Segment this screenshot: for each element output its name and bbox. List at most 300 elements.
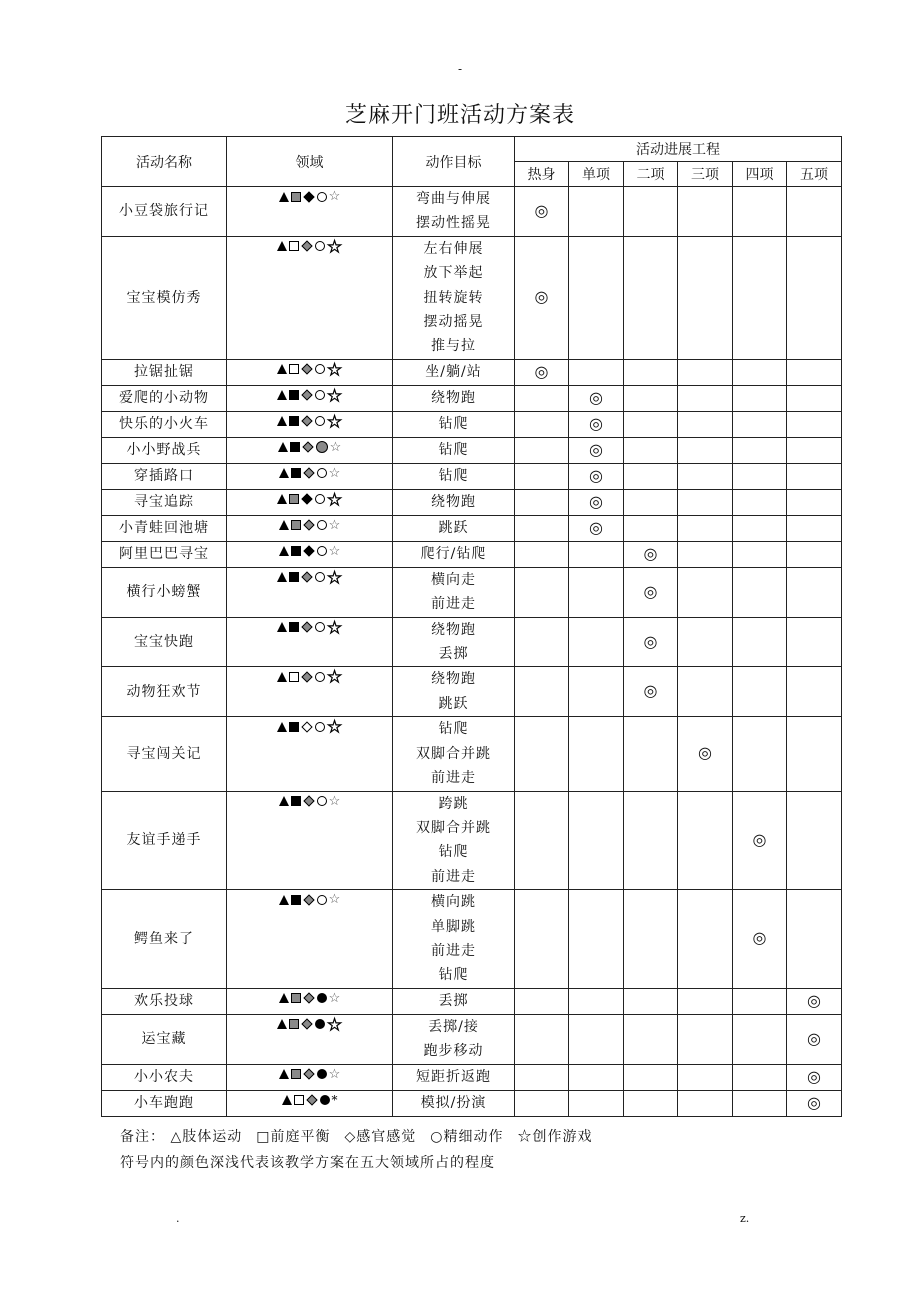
progress-mark-icon: ◎ [643,581,658,601]
stage-cell [733,1064,787,1090]
square-icon [291,520,301,530]
stage-cell [733,489,787,515]
diamond-icon [306,1094,317,1105]
circle-icon [315,364,325,374]
domain-symbols [227,385,393,411]
progress-mark-icon: ◎ [589,439,603,459]
goal-item: 绕物跑 [431,390,476,407]
goal-cell [393,385,515,411]
progress-mark-icon: ◎ [807,1092,822,1112]
triangle-icon [279,895,289,905]
stage-cell [515,791,569,890]
domain-symbols [227,236,393,359]
stage-cell [678,489,733,515]
stage-cell [569,515,624,541]
stage-cell [733,515,787,541]
goal-cell [393,717,515,791]
circle-icon [315,572,325,582]
star-icon: ★ [327,359,342,379]
stage-cell [678,791,733,890]
stage-cell [624,515,678,541]
stage-cell [787,385,842,411]
stage-cell [624,791,678,890]
goal-item: 前进走 [431,942,476,959]
stage-cell [569,717,624,791]
goal-cell [393,489,515,515]
triangle-icon [277,416,287,426]
activity-name: 寻宝追踪 [102,489,227,515]
domain-symbols [227,617,393,667]
stage-cell [624,1064,678,1090]
stage-cell [678,437,733,463]
goal-item: 摆动性摇晃 [416,215,491,232]
stage-cell [787,187,842,237]
diamond-icon [303,546,314,557]
stage-cell [787,717,842,791]
stage-cell [569,617,624,667]
activity-name: 宝宝快跑 [102,617,227,667]
triangle-icon [277,722,287,732]
goal-cell [393,187,515,237]
goal-cell [393,1064,515,1090]
stage-cell [733,890,787,989]
activity-name: 阿里巴巴寻宝 [102,541,227,567]
stage-cell [515,717,569,791]
goal-item: 横向走 [431,571,476,588]
stage-cell [733,1014,787,1064]
stage-cell [515,437,569,463]
activity-name: 横行小螃蟹 [102,567,227,617]
diamond-icon [302,721,313,732]
goal-item: 双脚合并跳 [416,745,491,762]
page-title: 芝麻开门班活动方案表 [344,103,575,128]
goal-item: 跑步移动 [423,1043,484,1060]
header-domain: 领域 [227,137,393,187]
activity-plan-table [101,136,842,1117]
header-progress: 活动进展工程 [515,137,842,162]
star-icon: ★ [327,567,342,587]
square-icon [289,390,299,400]
activity-name: 运宝藏 [102,1014,227,1064]
goal-item: 弯曲与伸展 [416,191,491,207]
activity-name: 友谊手递手 [102,791,227,890]
diamond-icon [302,1019,313,1030]
progress-mark-icon: ◎ [752,829,767,849]
stage-cell [678,617,733,667]
stage-cell [515,515,569,541]
goal-item: 摆动摇晃 [423,314,484,331]
stage-cell [569,1014,624,1064]
note-line-2: 符号内的颜色深浅代表该教学方案在五大领域所占的程度 [120,1155,495,1171]
activity-name: 小豆袋旅行记 [102,187,227,237]
goal-item: 钻爬 [438,967,469,984]
goal-item: 绕物跑 [431,494,476,511]
domain-symbols [227,791,393,890]
goal-item: 前进走 [431,770,476,787]
square-icon [289,241,299,251]
stage-cell [624,236,678,359]
stage-cell [624,187,678,237]
goal-item: 模拟/扮演 [420,1094,487,1111]
diamond-icon [302,442,313,453]
square-icon [289,722,299,732]
triangle-icon [277,572,287,582]
goal-item: 双脚合并跳 [416,819,491,836]
stage-cell [787,463,842,489]
circle-icon [317,993,327,1003]
circle-icon [315,622,325,632]
stage-cell [733,187,787,237]
star-icon: ☆ [329,439,342,455]
activity-name: 爱爬的小动物 [102,385,227,411]
goal-cell [393,541,515,567]
progress-mark-icon: ◎ [752,928,767,948]
stage-cell [733,411,787,437]
domain-symbols [227,359,393,385]
star-icon: ★ [327,411,342,431]
stage-cell [678,515,733,541]
square-icon [291,546,301,556]
domain-symbols [227,1064,393,1090]
stage-cell [569,541,624,567]
table-row [102,1014,842,1064]
activity-name: 穿插路口 [102,463,227,489]
table-row [102,359,842,385]
stage-cell [515,667,569,717]
table-row [102,463,842,489]
square-icon [291,192,301,202]
stage-cell [678,567,733,617]
stage-cell [569,463,624,489]
diamond-icon [302,241,313,252]
stage-cell [678,890,733,989]
header-stage: 单项 [569,162,624,187]
domain-symbols [227,411,393,437]
goal-item: 跳跃 [438,520,469,537]
domain-symbols [227,567,393,617]
triangle-icon [277,364,287,374]
stage-cell [515,411,569,437]
stage-cell [733,359,787,385]
square-icon [289,416,299,426]
circle-icon [317,192,327,202]
triangle-icon [277,622,287,632]
activity-name: 动物狂欢节 [102,667,227,717]
stage-cell [787,890,842,989]
triangle-icon [278,442,288,452]
stage-cell [569,359,624,385]
progress-mark-icon: ◎ [534,287,549,307]
stage-cell [787,667,842,717]
progress-mark-icon: ◎ [589,491,603,511]
activity-name: 鳄鱼来了 [102,890,227,989]
stage-cell [624,717,678,791]
stage-cell [678,1090,733,1116]
stage-cell [569,567,624,617]
footer-left-mark: . [176,1212,180,1225]
stage-cell [733,717,787,791]
stage-cell [787,359,842,385]
goal-item: 丢掷/接 [428,1018,479,1035]
stage-cell [787,791,842,890]
stage-cell [624,567,678,617]
circle-icon [315,672,325,682]
goal-item: 放下举起 [423,265,484,282]
table-row [102,567,842,617]
stage-cell [678,411,733,437]
star-icon: * [331,1092,338,1107]
domain-symbols [227,489,393,515]
stage-cell [515,988,569,1014]
star-icon: ★ [327,1014,342,1034]
stage-cell [515,1064,569,1090]
goal-item: 前进走 [431,596,476,613]
star-icon: ★ [327,489,342,509]
table-row [102,236,842,359]
stage-cell [678,541,733,567]
triangle-icon [282,1095,292,1105]
square-icon [291,1069,301,1079]
square-icon [289,672,299,682]
star-icon: ☆ [328,543,341,559]
diamond-icon [302,621,313,632]
domain-symbols [227,187,393,237]
table-row [102,617,842,667]
table-row [102,187,842,237]
stage-cell [678,1064,733,1090]
legend-item: ○精细动作 [430,1129,504,1145]
progress-mark-icon: ◎ [534,361,549,381]
stage-cell [733,236,787,359]
stage-cell [678,236,733,359]
stage-cell [569,1090,624,1116]
activity-name: 欢乐投球 [102,988,227,1014]
progress-mark-icon: ◎ [643,543,658,563]
table-row [102,890,842,989]
stage-cell [787,617,842,667]
stage-cell [624,437,678,463]
domain-symbols [227,437,393,463]
goal-cell [393,1090,515,1116]
circle-icon [317,1069,327,1079]
header-activity: 活动名称 [102,137,227,187]
activity-name: 小车跑跑 [102,1090,227,1116]
goal-item: 钻爬 [438,468,469,485]
goal-cell [393,617,515,667]
goal-item: 坐/躺/站 [425,364,482,381]
triangle-icon [279,520,289,530]
stage-cell [624,890,678,989]
domain-symbols [227,1014,393,1064]
stage-cell [678,187,733,237]
table-row [102,717,842,791]
diamond-icon [303,1068,314,1079]
domain-symbols [227,717,393,791]
stage-cell [787,489,842,515]
star-icon: ☆ [328,1066,341,1082]
stage-cell [787,1064,842,1090]
star-icon: ☆ [328,793,341,809]
stage-cell [624,1014,678,1064]
circle-icon [317,468,327,478]
stage-cell [787,1090,842,1116]
stage-cell [569,187,624,237]
star-icon: ☆ [328,465,341,481]
triangle-icon [279,468,289,478]
diamond-icon [303,520,314,531]
legend-item: ☆创作游戏 [517,1129,593,1145]
stage-cell [624,463,678,489]
stage-cell [624,617,678,667]
stage-cell [624,359,678,385]
circle-icon [315,390,325,400]
circle-icon [315,1019,325,1029]
goal-item: 丢掷 [438,646,469,663]
square-icon [291,796,301,806]
stage-cell [624,988,678,1014]
activity-name: 小小野战兵 [102,437,227,463]
legend-item: ◇感官感觉 [344,1129,417,1145]
page-header-mark: - [457,62,463,76]
note-prefix: 备注： [120,1129,165,1145]
activity-name: 宝宝模仿秀 [102,236,227,359]
stage-cell [515,489,569,515]
circle-icon [317,546,327,556]
triangle-icon [279,796,289,806]
header-stage: 热身 [515,162,569,187]
goal-cell [393,463,515,489]
stage-cell [624,541,678,567]
stage-cell [733,791,787,890]
progress-mark-icon: ◎ [807,1066,822,1086]
activity-name: 小青蛙回池塘 [102,515,227,541]
goal-cell [393,890,515,989]
stage-cell [515,541,569,567]
stage-cell [787,411,842,437]
header-goal: 动作目标 [393,137,515,187]
diamond-icon [302,494,313,505]
activity-name: 小小农夫 [102,1064,227,1090]
header-stage: 五项 [787,162,842,187]
stage-cell [515,359,569,385]
square-icon [289,622,299,632]
star-icon: ☆ [328,189,341,204]
stage-cell [624,385,678,411]
goal-cell [393,791,515,890]
circle-icon [315,722,325,732]
domain-symbols [227,1090,393,1116]
square-icon [289,364,299,374]
stage-cell [515,236,569,359]
goal-cell [393,567,515,617]
circle-icon [315,494,325,504]
stage-cell [569,385,624,411]
domain-symbols [227,541,393,567]
star-icon: ★ [327,617,342,637]
circle-icon [315,241,325,251]
diamond-icon [303,795,314,806]
stage-cell [733,385,787,411]
table-row [102,541,842,567]
diamond-icon [303,468,314,479]
circle-icon [315,416,325,426]
goal-item: 钻爬 [438,416,469,433]
stage-cell [569,791,624,890]
stage-cell [678,385,733,411]
stage-cell [569,236,624,359]
domain-symbols [227,667,393,717]
square-icon [289,494,299,504]
triangle-icon [279,192,289,202]
stage-cell [624,411,678,437]
goal-item: 扭转旋转 [423,289,484,306]
stage-cell [624,667,678,717]
stage-cell [515,1090,569,1116]
table-body [102,187,842,1117]
stage-cell [733,541,787,567]
goal-item: 钻爬 [438,442,469,459]
goal-item: 横向跳 [431,894,476,911]
activity-name: 寻宝闯关记 [102,717,227,791]
stage-cell [733,617,787,667]
progress-mark-icon: ◎ [589,387,603,407]
goal-cell [393,359,515,385]
domain-symbols [227,890,393,989]
stage-cell [515,1014,569,1064]
table-row [102,667,842,717]
star-icon: ★ [327,717,342,737]
star-icon: ★ [327,236,342,256]
table-row [102,489,842,515]
stage-cell [569,988,624,1014]
star-icon: ★ [327,667,342,687]
stage-cell [515,187,569,237]
stage-cell [733,988,787,1014]
goal-item: 短距折返跑 [416,1068,491,1085]
header-row-1 [102,137,842,162]
triangle-icon [279,1069,289,1079]
square-icon [289,572,299,582]
square-icon [291,468,301,478]
header-stage: 二项 [624,162,678,187]
star-icon: ★ [327,385,342,405]
domain-symbols [227,463,393,489]
diamond-icon [303,993,314,1004]
goal-item: 绕物跑 [431,671,476,688]
stage-cell [678,359,733,385]
stage-cell [569,437,624,463]
square-icon [291,993,301,1003]
diamond-icon [302,390,313,401]
stage-cell [624,1090,678,1116]
activity-name: 快乐的小火车 [102,411,227,437]
goal-item: 绕物跑 [431,621,476,638]
table-row [102,385,842,411]
goal-item: 跨跳 [438,795,469,812]
diamond-icon [302,572,313,583]
table-row [102,1090,842,1116]
table-row [102,437,842,463]
stage-cell [515,385,569,411]
square-icon [290,442,300,452]
star-icon: ☆ [328,892,341,908]
stage-cell [733,667,787,717]
stage-cell [569,489,624,515]
progress-mark-icon: ◎ [643,681,658,701]
goal-cell [393,411,515,437]
stage-cell [733,463,787,489]
table-row [102,1064,842,1090]
